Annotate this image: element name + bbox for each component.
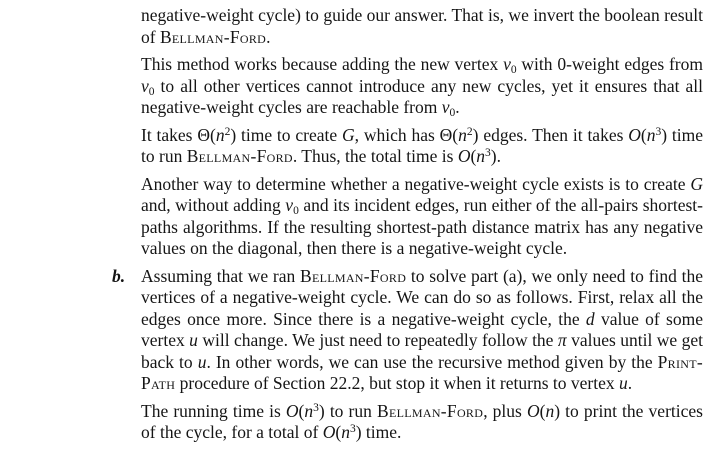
text-segment: 3 (313, 401, 319, 414)
text-segment: ) to run (318, 400, 378, 421)
paragraph (141, 5, 703, 48)
text-segment: Bellman-Ford (186, 146, 293, 166)
text-segment: 0 (148, 85, 155, 98)
text-segment: Bellman-Ford (159, 26, 267, 47)
text-segment: ) time to create (230, 124, 343, 145)
list-item-paragraph (112, 265, 703, 395)
text-segment: n (476, 146, 486, 166)
text-segment: It takes Θ( (141, 124, 216, 145)
text-segment: n (545, 400, 555, 421)
text-segment: u (189, 330, 198, 350)
text-segment: ( (298, 400, 305, 421)
text-segment: O (457, 146, 471, 166)
text-segment: v (141, 75, 149, 96)
text-segment: v (285, 195, 294, 215)
text-segment: O (285, 400, 299, 421)
text-segment: Bellman-Ford (377, 400, 484, 421)
text-segment: n (304, 400, 314, 421)
text-segment: to all other vertices cannot introduce any new cycles, yet it ensures that all negative-weight cycles are reachable from (141, 75, 703, 117)
text-segment: value of some vertex (141, 308, 703, 350)
text-segment: Another way to determine whether a negative-weight cycle exists is to create (141, 173, 691, 194)
text-segment: Bellman-Ford (300, 265, 407, 286)
text-segment: v (503, 54, 511, 74)
text-segment: negative-weight cycle) to guide our answer. That is, we invert the boolean result of (141, 5, 703, 47)
text-segment: u (197, 351, 207, 372)
text-segment: and its incident edges, run either of the all-pairs shortest-paths algorithms. If the resulting shortest-path distance matrix has any negative values on the diagonal, then there is a negative-weight cycle. (141, 195, 704, 258)
text-segment: The running time is (141, 400, 286, 421)
text-segment: with 0-weight edges from (516, 54, 703, 74)
text-segment: G (690, 173, 703, 194)
text-segment: O (526, 400, 540, 421)
text-segment: π (557, 330, 567, 350)
text-segment: 3 (349, 423, 356, 435)
text-segment: ) edges. Then it takes (472, 124, 629, 145)
text-segment: will change. We just need to repeatedly follow the (197, 330, 558, 350)
text-segment: and, without adding (141, 195, 286, 215)
paragraph (141, 401, 703, 444)
text-segment: ( (470, 146, 477, 166)
text-segment: 3 (485, 147, 491, 159)
text-segment: O (628, 124, 641, 145)
text-segment: ). (490, 146, 501, 166)
text-segment: 2 (224, 125, 231, 138)
paragraph (141, 174, 703, 260)
item-label: b. (112, 265, 126, 286)
text-segment: 0 (449, 107, 456, 119)
text-segment: n (215, 124, 225, 145)
text-segment: ( (335, 422, 342, 442)
text-segment: , plus (483, 400, 527, 421)
text-segment: . (266, 26, 271, 47)
text-segment: ) to print the vertices of the cycle, for a total of (141, 400, 703, 442)
text-segment: 0 (510, 64, 517, 76)
text-segment: u (619, 373, 628, 393)
text-segment: G (342, 124, 355, 145)
text-segment: O (322, 422, 336, 442)
text-segment: 3 (655, 125, 662, 138)
text-segment: . Thus, the total time is (292, 146, 458, 166)
text-segment: to solve part (a), we only need to find the vertices of a negative-weight cycle. We can do so as follows. First, relax all the edges once more. Since there is a negative-weight cycle, the (141, 265, 703, 329)
text-segment: Print-Path (141, 351, 703, 393)
paragraph (141, 54, 703, 119)
text-segment: d (585, 308, 595, 329)
text-segment: 0 (293, 205, 299, 217)
text-segment: n (646, 124, 656, 145)
text-segment: ( (640, 124, 647, 145)
text-segment: Assuming that we ran (141, 265, 300, 286)
text-segment: ) time to run (141, 124, 703, 166)
text-segment: procedure of Section 22.2, but stop it when it returns to vertex (175, 373, 619, 393)
text-segment: n (341, 422, 350, 442)
paragraph (141, 125, 703, 168)
document-page (112, 5, 704, 450)
text-segment: values until we get back to (141, 330, 703, 372)
text-segment: . In other words, we can use the recursive method given by the (206, 351, 658, 372)
text-segment: . (455, 97, 460, 117)
text-segment: , which has Θ( (354, 124, 459, 145)
text-segment: n (458, 124, 467, 145)
text-segment: This method works because adding the new vertex (141, 54, 504, 74)
text-segment: v (441, 97, 450, 117)
text-segment: 2 (466, 125, 473, 138)
text-segment: ( (539, 400, 546, 421)
text-segment: ) time. (355, 422, 402, 442)
text-segment: . (627, 373, 633, 393)
